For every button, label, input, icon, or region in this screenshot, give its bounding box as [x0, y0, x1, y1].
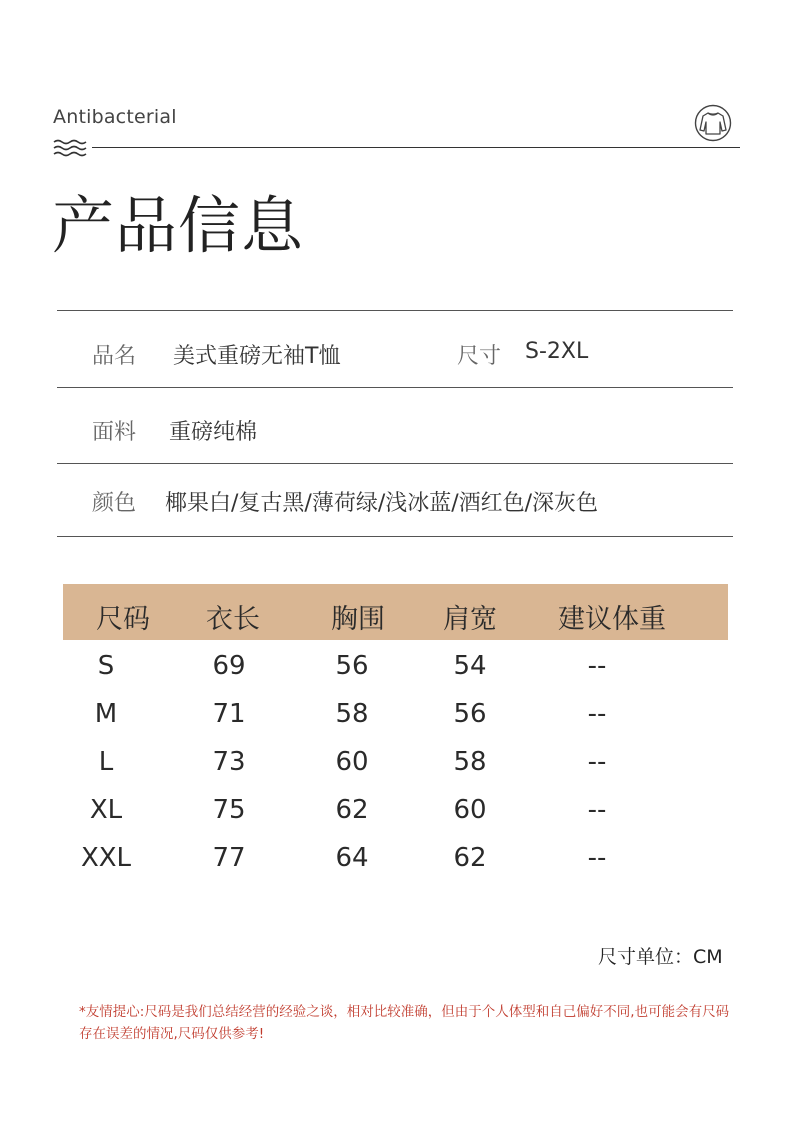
- table-cell: --: [587, 747, 607, 777]
- color-label: 颜色: [92, 491, 137, 516]
- table-cell: 58: [453, 747, 487, 777]
- wave-lines-icon: [53, 138, 89, 158]
- color-value: 椰果白/复古黑/薄荷绿/浅冰蓝/酒红色/深灰色: [165, 491, 599, 516]
- size-label: 尺寸: [457, 344, 502, 369]
- table-cell: 56: [335, 651, 369, 681]
- table-cell: XXL: [80, 843, 132, 873]
- table-cell: 73: [212, 747, 246, 777]
- info-divider: [57, 387, 733, 388]
- table-header-size: 尺码: [96, 604, 150, 635]
- table-cell: M: [94, 699, 118, 729]
- table-cell: 77: [212, 843, 246, 873]
- brand-text: Antibacterial: [53, 106, 177, 128]
- table-cell: 75: [212, 795, 246, 825]
- table-header-shoulder: 肩宽: [443, 604, 497, 635]
- table-header-length: 衣长: [206, 604, 260, 635]
- table-cell: 69: [212, 651, 246, 681]
- table-cell: --: [587, 843, 607, 873]
- table-cell: --: [587, 795, 607, 825]
- table-cell: --: [587, 651, 607, 681]
- size-disclaimer: *友情提心:尺码是我们总结经营的经验之谈，相对比较准确，但由于个人体型和自己偏好不同,也可能会有尺码存在误差的情况,尺码仅供参考!: [79, 1004, 730, 1042]
- fabric-label: 面料: [92, 420, 137, 445]
- info-divider: [57, 536, 733, 537]
- table-cell: 62: [335, 795, 369, 825]
- table-cell: L: [98, 747, 114, 777]
- table-cell: --: [587, 699, 607, 729]
- name-label: 品名: [92, 344, 137, 369]
- table-header-chest: 胸围: [331, 604, 385, 635]
- table-cell: 60: [335, 747, 369, 777]
- table-cell: 60: [453, 795, 487, 825]
- header-divider: [92, 147, 740, 148]
- fabric-value: 重磅纯棉: [169, 420, 258, 445]
- sweatshirt-icon: [694, 104, 732, 142]
- page-title: 产品信息: [52, 189, 305, 262]
- size-value: S-2XL: [525, 339, 589, 364]
- table-header-weight: 建议体重: [558, 604, 666, 635]
- table-cell: XL: [89, 795, 123, 825]
- table-cell: 64: [335, 843, 369, 873]
- table-cell: S: [97, 651, 115, 681]
- table-cell: 54: [453, 651, 487, 681]
- info-divider: [57, 310, 733, 311]
- size-unit: 尺寸单位：CM: [598, 946, 723, 968]
- table-cell: 56: [453, 699, 487, 729]
- info-divider: [57, 463, 733, 464]
- table-cell: 71: [212, 699, 246, 729]
- table-cell: 58: [335, 699, 369, 729]
- table-cell: 62: [453, 843, 487, 873]
- name-value: 美式重磅无袖T恤: [173, 344, 341, 369]
